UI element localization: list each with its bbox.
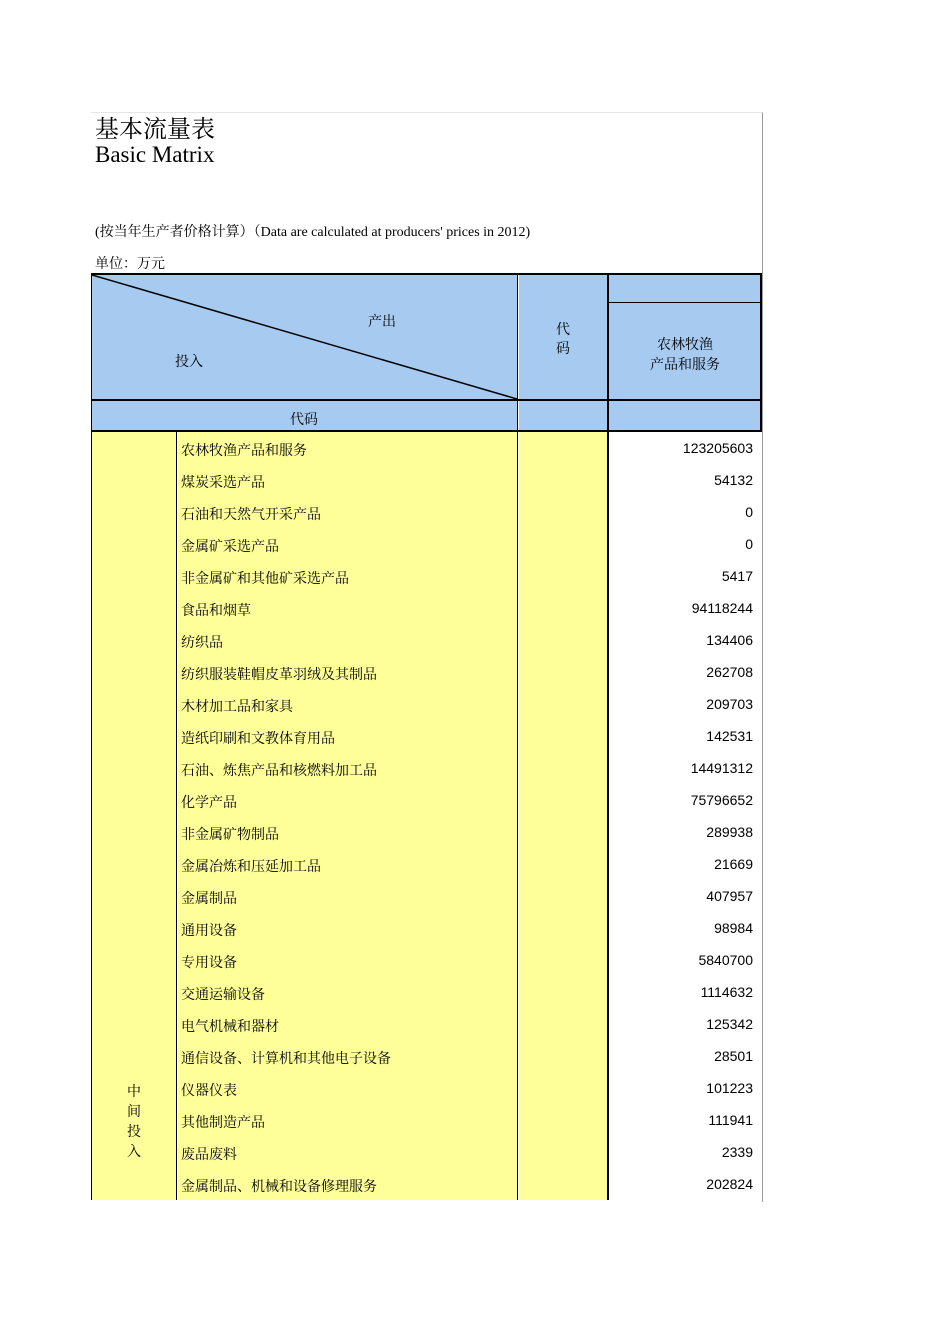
row-value: 5840700: [698, 952, 753, 968]
row-value: 75796652: [690, 792, 753, 808]
border-col1-inner: [609, 302, 761, 303]
row-code-column: [519, 432, 607, 1200]
row-value: 262708: [706, 664, 753, 680]
row-name: 电气机械和器材: [181, 1019, 279, 1035]
row-name: 废品废料: [181, 1147, 237, 1163]
page-title: 基本流量表: [95, 115, 215, 143]
border-group-right: [176, 432, 177, 1200]
group-label-intermediate-input: 中 间 投 入: [127, 1084, 141, 1160]
code-row-code-cell: [519, 401, 607, 430]
row-value: 111941: [708, 1112, 753, 1128]
row-name: 其他制造产品: [181, 1115, 265, 1131]
row-value: 134406: [706, 632, 753, 648]
row-value: 5417: [721, 568, 753, 584]
row-value: 123205603: [682, 440, 753, 456]
header-col1-top: [609, 275, 761, 302]
page-subtitle: Basic Matrix: [95, 142, 215, 167]
row-name: 纺织品: [181, 635, 223, 651]
row-value: 125342: [706, 1016, 753, 1032]
row-name: 非金属矿和其他矿采选产品: [181, 571, 349, 587]
row-value: 407957: [706, 888, 753, 904]
row-value: 94118244: [691, 600, 753, 616]
row-value: 28501: [714, 1048, 753, 1064]
row-value: 54132: [714, 472, 753, 488]
row-name: 交通运输设备: [181, 987, 265, 1003]
code-row-label: 代码: [290, 412, 318, 428]
row-value: 142531: [706, 728, 753, 744]
row-name: 化学产品: [181, 795, 237, 811]
border-header-bottom: [91, 399, 762, 401]
row-name: 纺织服装鞋帽皮革羽绒及其制品: [181, 667, 377, 683]
row-name: 石油和天然气开采产品: [181, 507, 321, 523]
row-value: 0: [745, 504, 753, 520]
border-code-row-bottom: [91, 430, 762, 432]
row-name: 通用设备: [181, 923, 237, 939]
row-value: 0: [745, 536, 753, 552]
row-name: 石油、炼焦产品和核燃料加工品: [181, 763, 377, 779]
row-name: 煤炭采选产品: [181, 475, 265, 491]
row-name: 农林牧渔产品和服务: [181, 443, 307, 459]
row-name: 仪器仪表: [181, 1083, 237, 1099]
code-row-col1-cell: [609, 401, 761, 430]
header-col1-label: 农林牧渔 产品和服务: [650, 337, 720, 373]
row-name: 非金属矿物制品: [181, 827, 279, 843]
header-output-label: 产出: [368, 314, 396, 330]
row-value: 1114632: [700, 984, 753, 1000]
row-value: 101223: [706, 1080, 753, 1096]
row-value: 209703: [706, 696, 753, 712]
row-name: 食品和烟草: [181, 603, 251, 619]
row-name: 专用设备: [181, 955, 237, 971]
row-name: 金属制品、机械和设备修理服务: [181, 1179, 377, 1195]
row-value: 14491312: [690, 760, 753, 776]
border-left: [91, 273, 92, 1200]
price-note: (按当年生产者价格计算）（Data are calculated at producers' prices in 2012): [95, 225, 531, 240]
row-name: 木材加工品和家具: [181, 699, 293, 715]
row-value: 2339: [721, 1144, 753, 1160]
row-name: 通信设备、计算机和其他电子设备: [181, 1051, 391, 1067]
row-name: 金属冶炼和压延加工品: [181, 859, 321, 875]
row-value: 21669: [714, 856, 753, 872]
row-value: 289938: [706, 824, 753, 840]
row-name: 金属矿采选产品: [181, 539, 279, 555]
header-input-label: 投入: [175, 354, 203, 370]
row-name: 造纸印刷和文教体育用品: [181, 731, 335, 747]
border-code-right: [607, 273, 609, 1200]
row-value: 202824: [706, 1176, 753, 1192]
row-name: 金属制品: [181, 891, 237, 907]
unit-label: 单位：万元: [95, 256, 165, 272]
border-top: [91, 273, 762, 275]
header-diagonal: [92, 275, 517, 399]
border-name-right: [517, 273, 518, 1200]
row-value: 98984: [714, 920, 753, 936]
header-code-label: 代 码: [556, 322, 570, 357]
